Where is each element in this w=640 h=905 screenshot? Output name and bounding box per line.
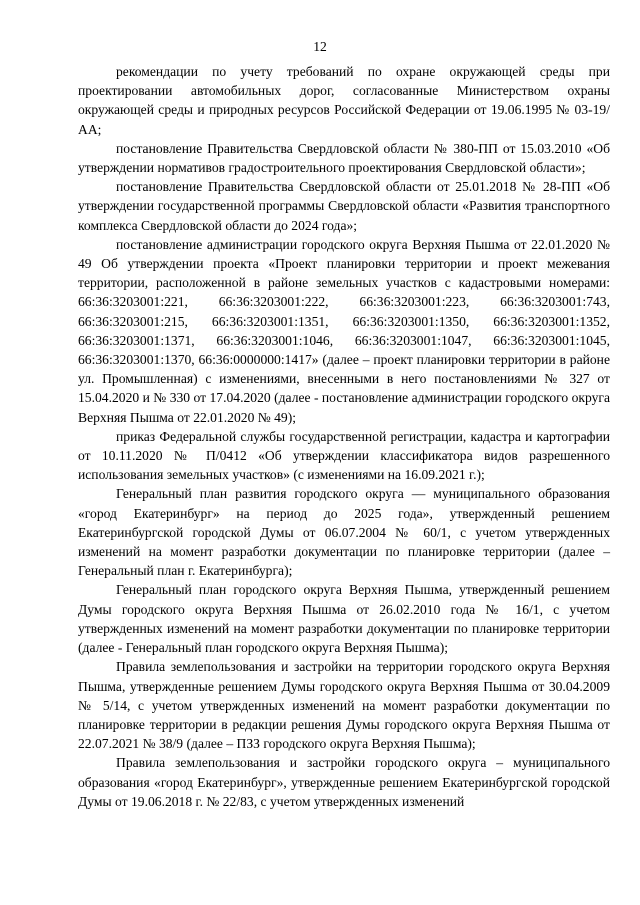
paragraph-pzz-verkhnyaya-pyshma: Правила землепользования и застройки на территории городского округа Верхняя Пышма, утвержденные решением Думы городского округа Верхняя Пышма от 30.04.2009 № 5/14, с учетом утвержденных изменений на момент разработки документации по планировке территории в редакции решения Думы городского округа Верхняя Пышма от 22.07.2021 № 38/9 (далее – ПЗЗ городского округа Верхняя Пышма); xyxy=(78,659,610,752)
paragraph-resolution-28-pp: постановление Правительства Свердловской области от 25.01.2018 № 28-ПП «Об утверждении государственной программы Свердловской области «Развития транспортного комплекса Свердловской области до 2024 года»; xyxy=(78,179,610,233)
paragraph-order-p-0412: приказ Федеральной службы государственной регистрации, кадастра и картографии от 10.11.2020 № П/0412 «Об утверждении классификатора видов разрешенного использования земельных участков» (с изменениями на 16.09.2021 г.); xyxy=(78,428,610,483)
paragraph-pzz-ekaterinburg: Правила землепользования и застройки городского округа – муниципального образования «город Екатеринбург», утвержденные решением Екатеринбургской городской Думы от 19.06.2018 г. № 22/83, с учетом утвержденных изменений xyxy=(78,755,610,809)
paragraph-resolution-49: постановление администрации городского округа Верхняя Пышма от 22.01.2020 № 49 Об утверждении проекта «Проект планировки территории и проект межевания территории, расположенной в районе земельных участков с кадастровыми номерами: 66:36:3203001:221, 66:36:3203001:222, 66:36:3203001:223, 66:36:3203001:743, 66:36:3203001:215, 66:36:3203001:1351, 66:36:3203001:1350, 66:36:3203001:1352, 66:36:3203001:1371, 66:36:3203001:1046, 66:36:3203001:1047, 66:36:3203001:1045, 66:36:3203001:1370, 66:36:0000000:1417» (далее – проект планировки территории в районе ул. Промышленная) с изменениями, внесенными в него постановлениями № 327 от 15.04.2020 и № 330 от 17.04.2020 (далее - постановление администрации городского округа Верхняя Пышма от 22.01.2020 № 49); xyxy=(78,236,610,425)
paragraph-general-plan-verkhnyaya-pyshma: Генеральный план городского округа Верхняя Пышма, утвержденный решением Думы городского округа Верхняя Пышма от 26.02.2010 года № 16/1, с учетом утвержденных изменений на момент разработки документации по планировке территории (далее - Генеральный план городского округа Верхняя Пышма); xyxy=(78,582,610,656)
paragraph-recommendations: рекомендации по учету требований по охране окружающей среды при проектировании автомобильных дорог, согласованные Министерством охраны окружающей среды и природных ресурсов Российской Федерации от 19.06.1995 № 03-19/АА; xyxy=(78,64,610,137)
document-body xyxy=(78,62,610,811)
paragraph-general-plan-ekaterinburg: Генеральный план развития городского округа — муниципального образования «город Екатеринбург» на период до 2025 года», утвержденный решением Екатеринбургской городской Думы от 06.07.2004 № 60/1, с учетом утвержденных изменений на момент разработки документации по планировке территории (далее – Генеральный план г. Екатеринбурга); xyxy=(78,486,610,579)
page-number: 12 xyxy=(313,39,327,54)
paragraph-resolution-380-pp: постановление Правительства Свердловской области № 380-ПП от 15.03.2010 «Об утверждении нормативов градостроительного проектирования Свердловской области»; xyxy=(78,140,610,176)
